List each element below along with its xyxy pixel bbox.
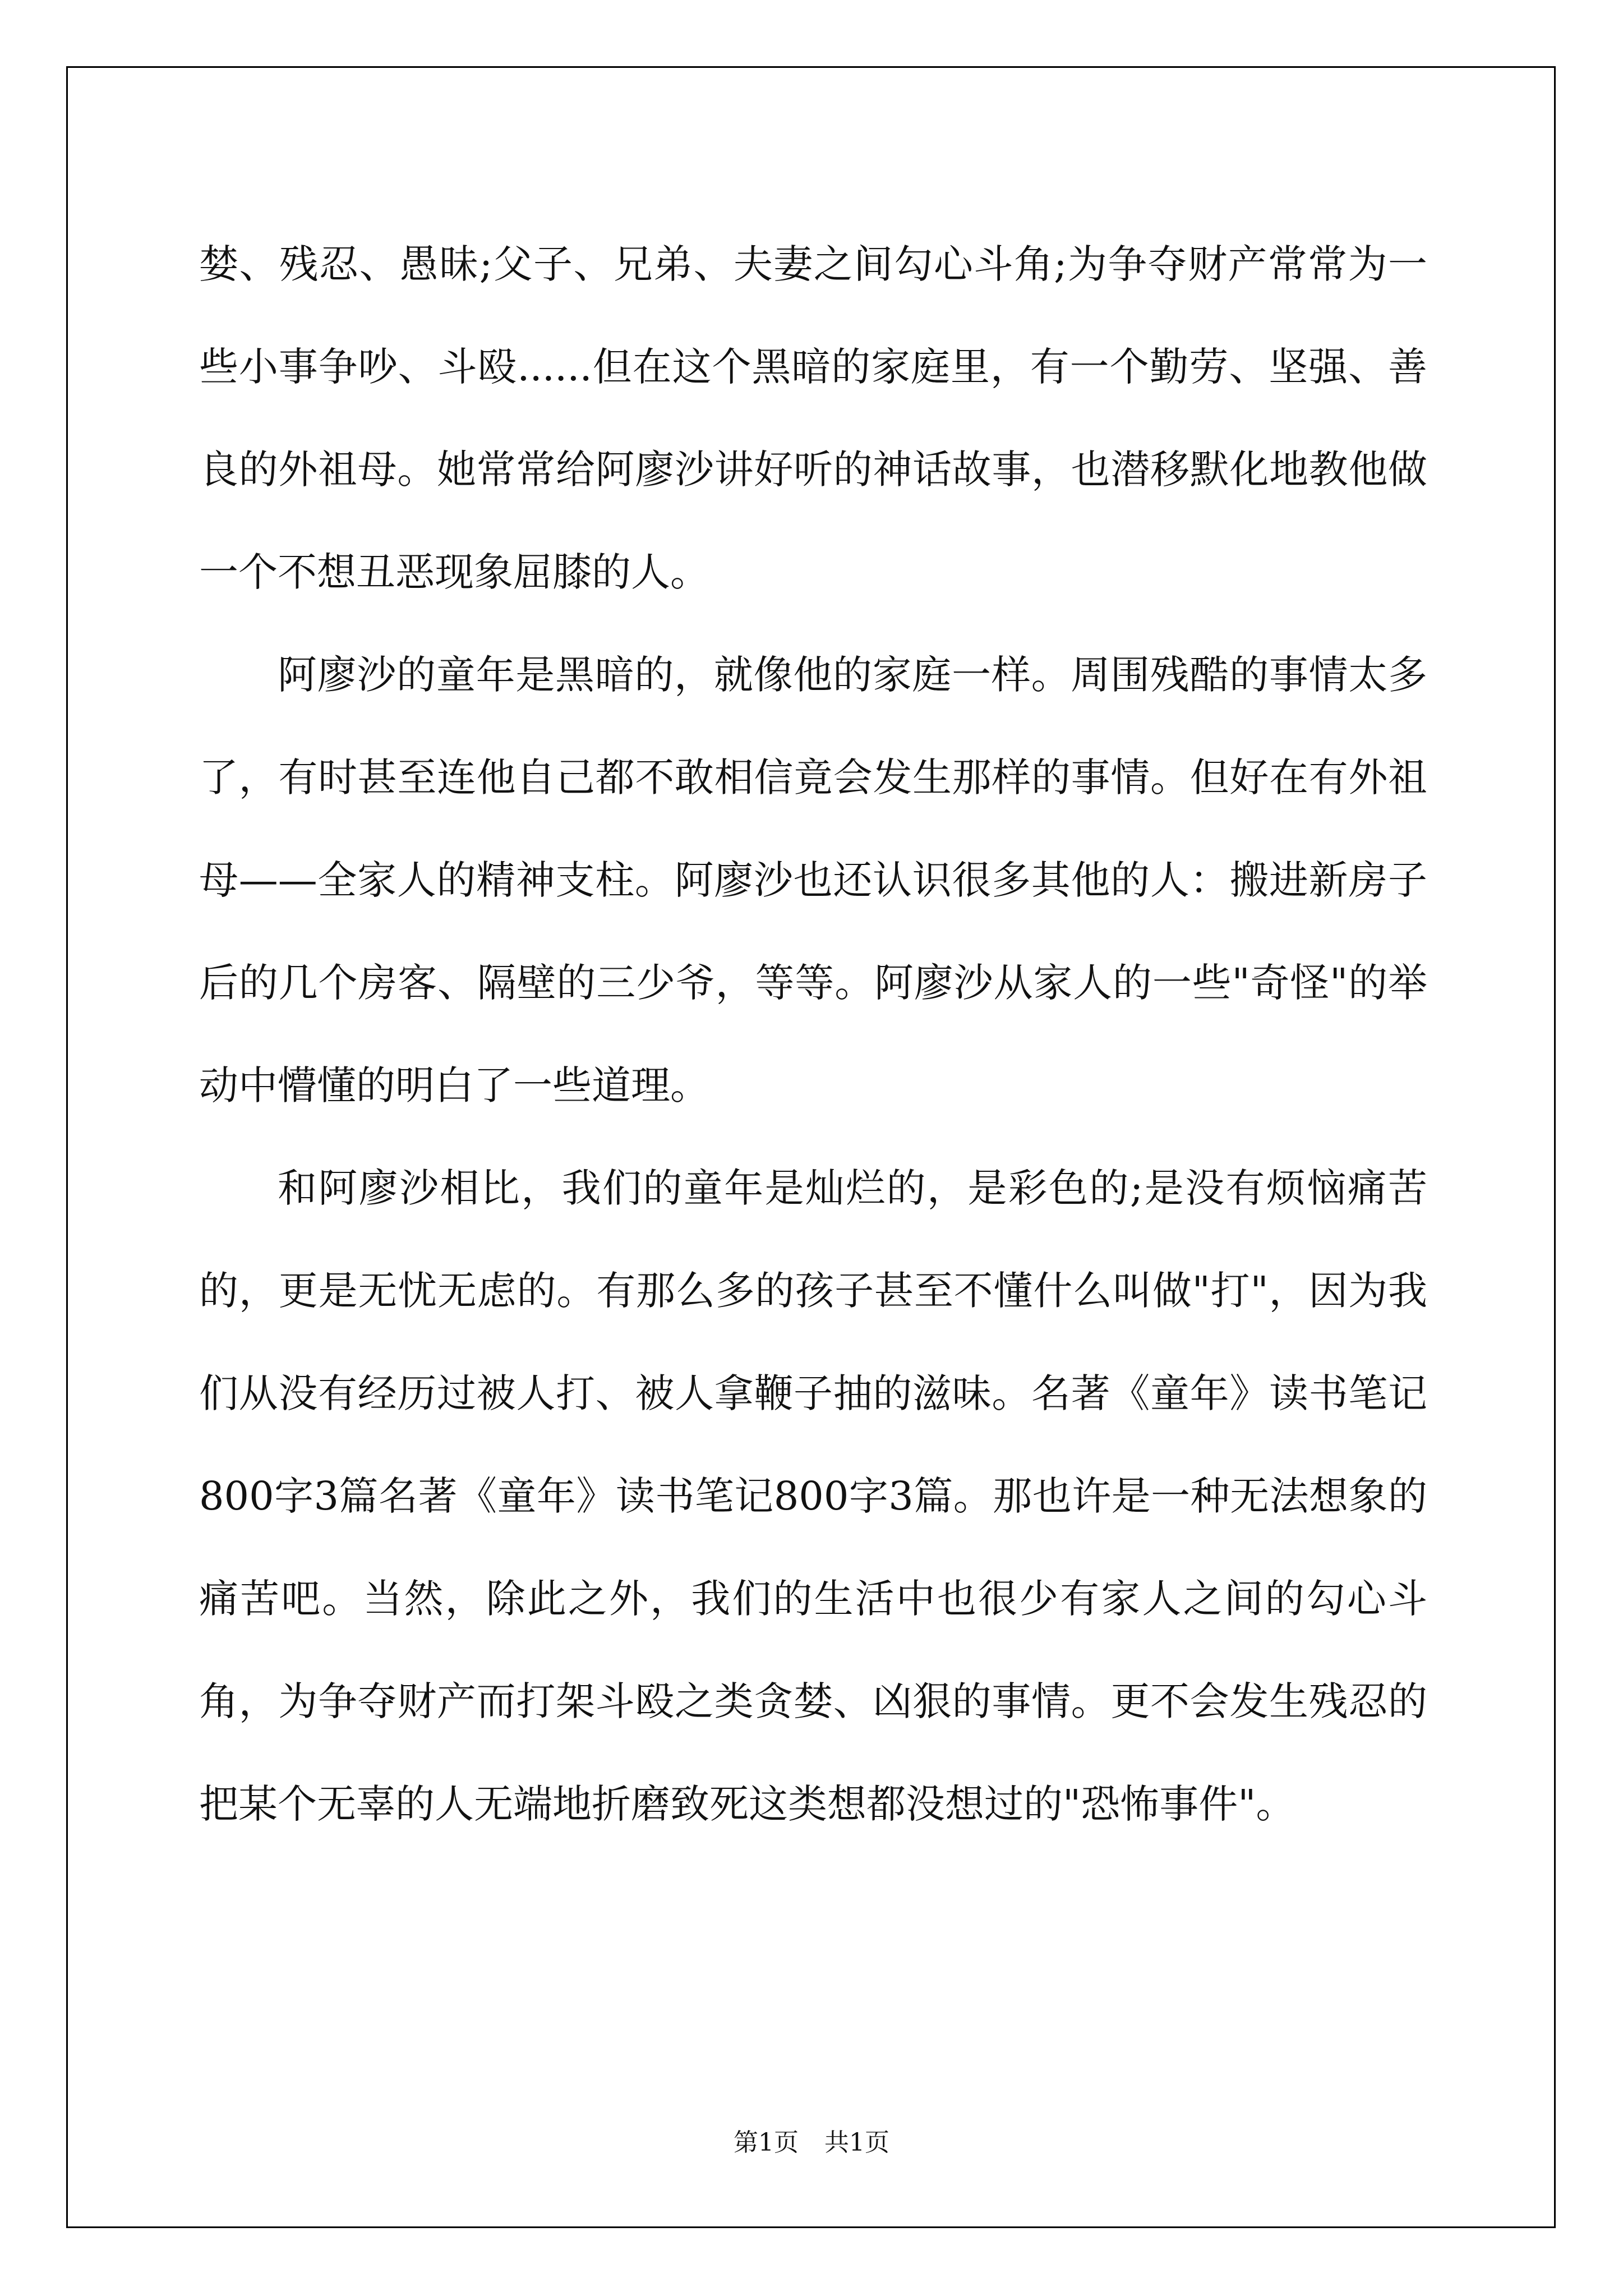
page-footer bbox=[0, 2126, 1623, 2160]
paragraph-3: 和阿廖沙相比，我们的童年是灿烂的，是彩色的;是没有烦恼痛苦的，更是无忧无虑的。有那么多的孩子甚至不懂什么叫做"打"，因为我们从没有经历过被人打、被人拿鞭子抽的滋味。名著《童年》读书笔记800字3篇名著《童年》读书笔记800字3篇。那也许是一种无法想象的痛苦吧。当然，除此之外，我们的生活中也很少有家人之间的勾心斗角，为争夺财产而打架斗殴之类贪婪、凶狠的事情。更不会发生残忍的把某个无辜的人无端地折磨致死这类想都没想过的"恐怖事件"。 bbox=[199, 1165, 1427, 1827]
page-number-current: 第1页 bbox=[734, 2128, 799, 2157]
paragraph-1: 婪、残忍、愚昧;父子、兄弟、夫妻之间勾心斗角;为争夺财产常常为一些小事争吵、斗殴......但在这个黑暗的家庭里，有一个勤劳、坚强、善良的外祖母。她常常给阿廖沙讲好听的神话故事，也潜移默化地教他做一个不想丑恶现象屈膝的人。 bbox=[199, 241, 1427, 595]
paragraph-2: 阿廖沙的童年是黑暗的，就像他的家庭一样。周围残酷的事情太多了，有时甚至连他自己都不敢相信竟会发生那样的事情。但好在有外祖母——全家人的精神支柱。阿廖沙也还认识很多其他的人：搬进新房子后的几个房客、隔壁的三少爷，等等。阿廖沙从家人的一些"奇怪"的举动中懵懂的明白了一些道理。 bbox=[199, 652, 1427, 1108]
document-body bbox=[199, 213, 1427, 1856]
page-number-total: 共1页 bbox=[824, 2128, 889, 2157]
